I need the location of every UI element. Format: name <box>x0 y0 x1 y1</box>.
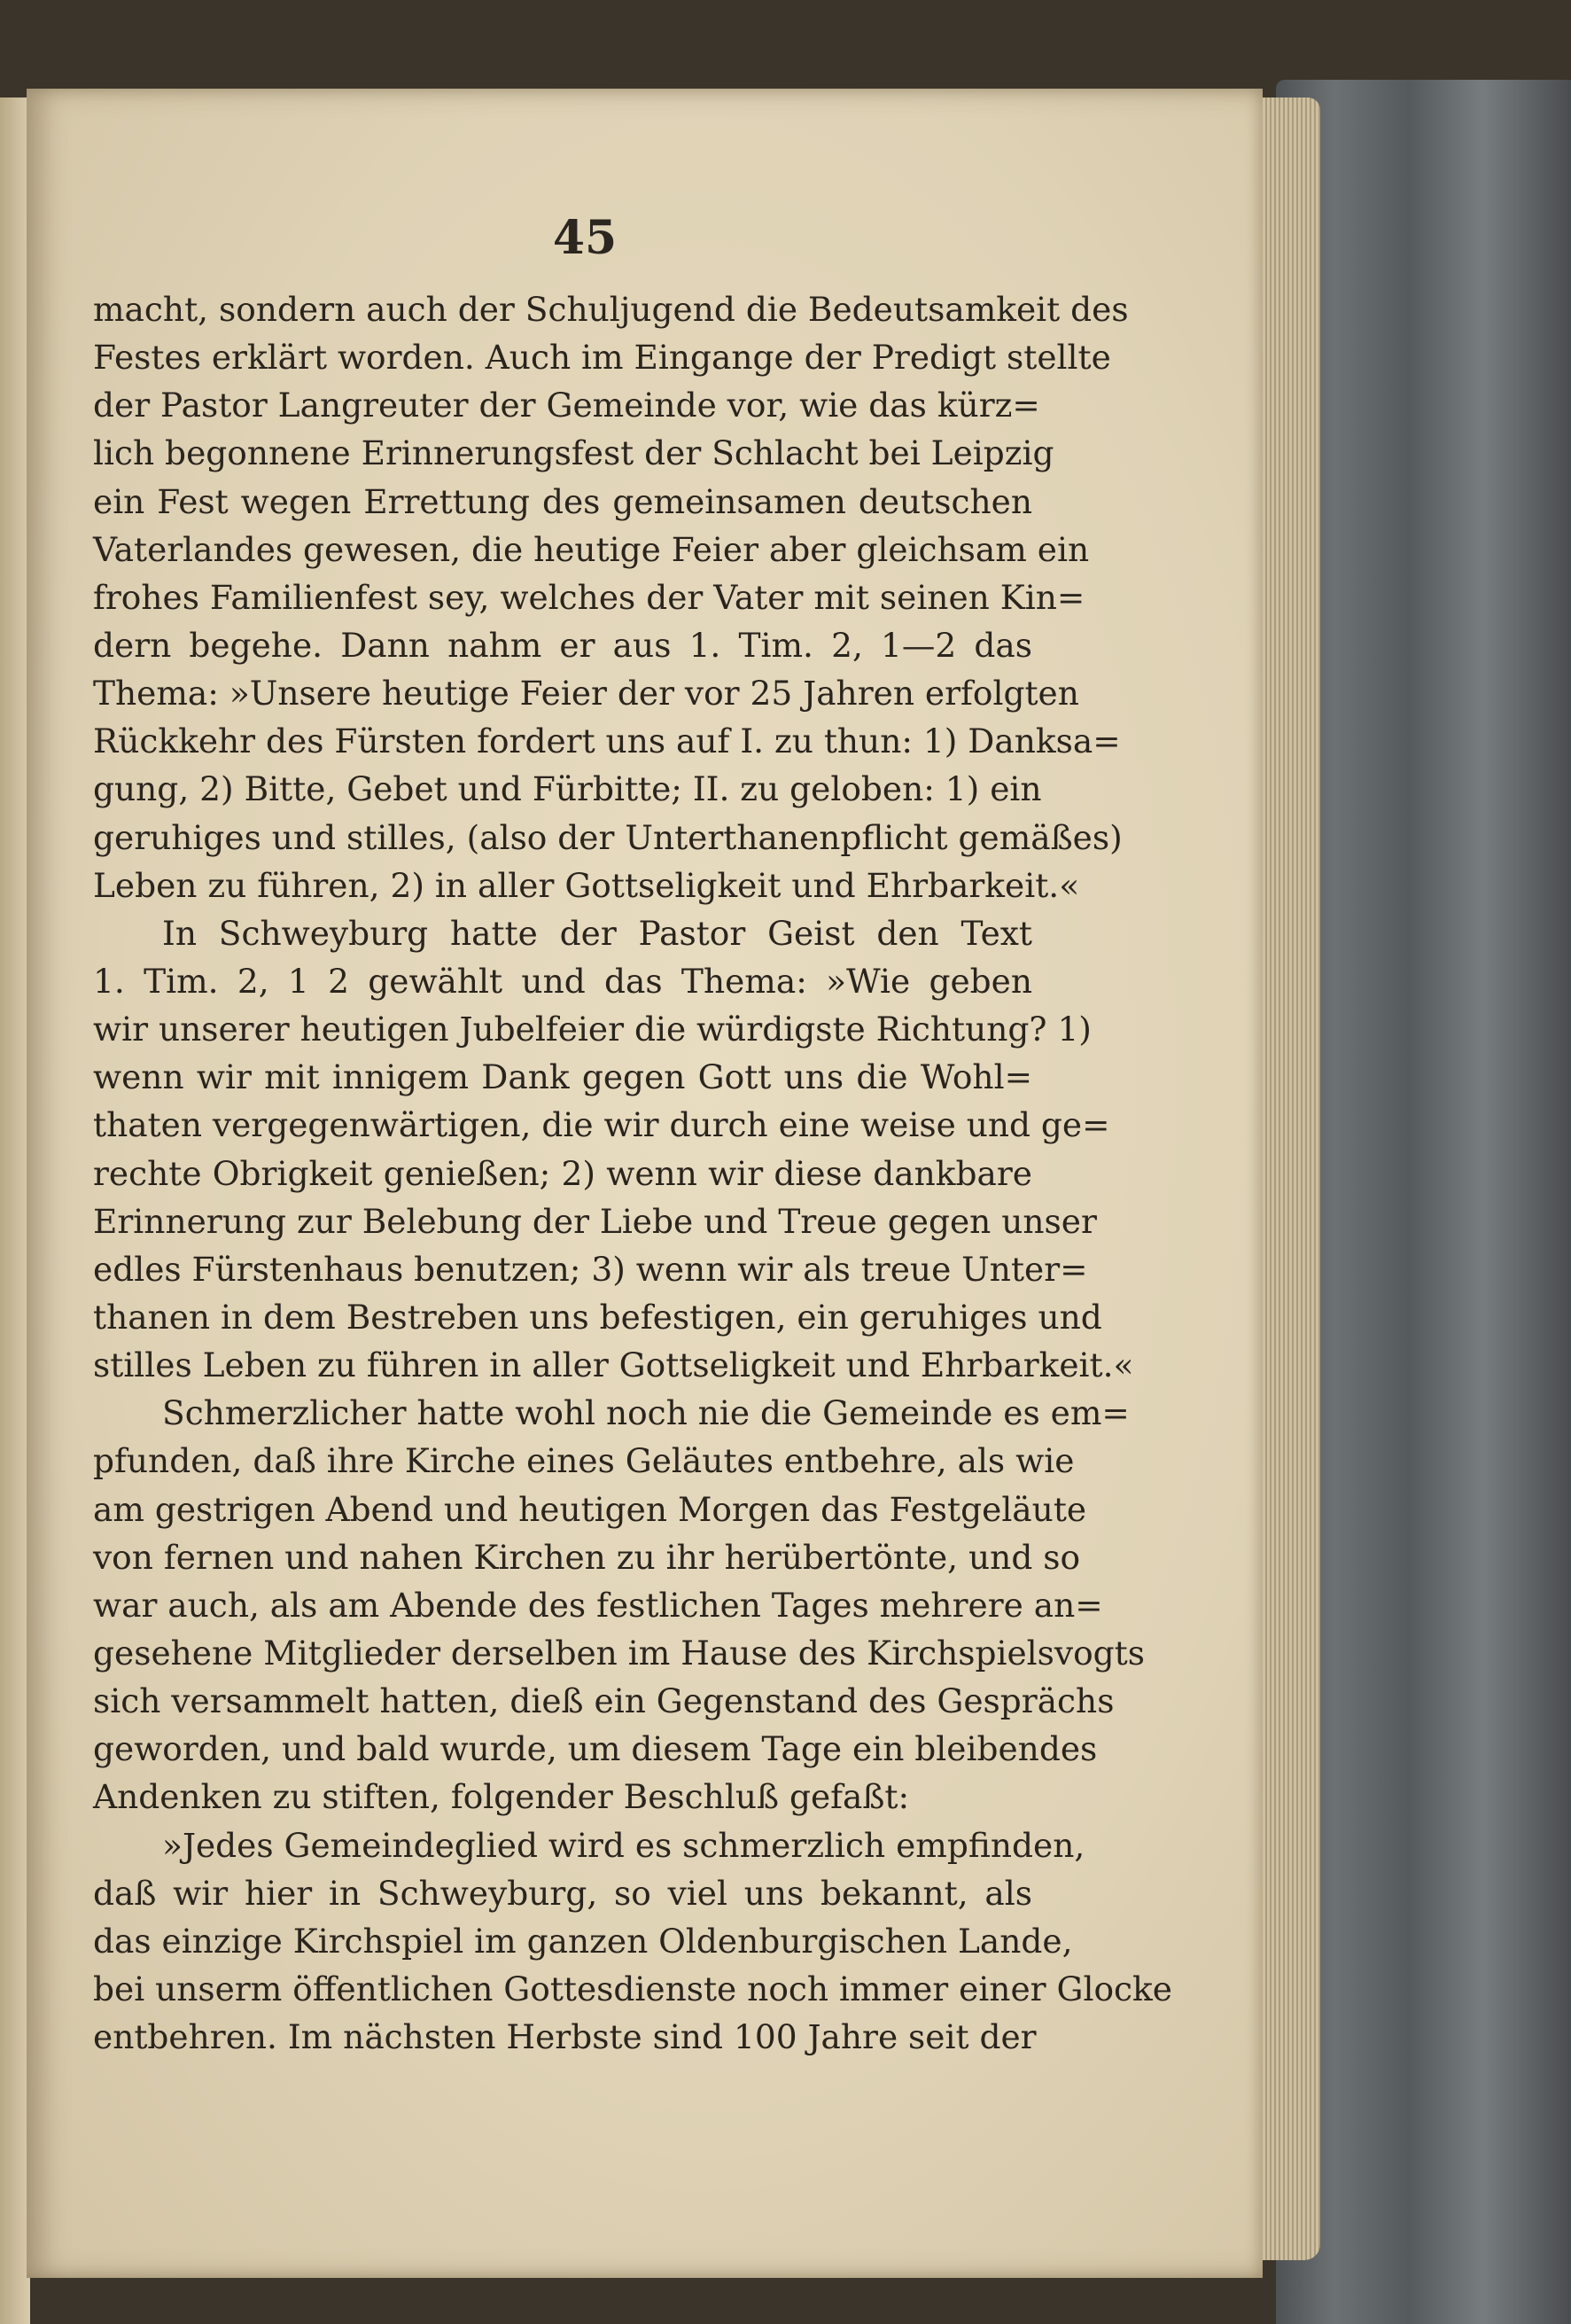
text-line: daß wir hier in Schweyburg, so viel uns bekannt, als <box>93 1873 1032 1913</box>
text-line: Schmerzlicher hatte wohl noch nie die Gemeinde es em= <box>162 1393 1130 1433</box>
text-line: geruhiges und stilles, (also der Unterthanenpflicht gemäßes) <box>93 817 1123 857</box>
text-line: Vaterlandes gewesen, die heutige Feier aber gleichsam ein <box>93 529 1090 569</box>
text-line: geworden, und bald wurde, um diesem Tage ein bleibendes <box>93 1729 1098 1769</box>
text-line: Thema: »Unsere heutige Feier der vor 25 Jahren erfolgten <box>93 674 1079 714</box>
text-line: der Pastor Langreuter der Gemeinde vor, wie das kürz= <box>93 386 1040 425</box>
text-line: war auch, als am Abende des festlichen Tages mehrere an= <box>93 1585 1103 1625</box>
book-page <box>27 89 1263 2278</box>
text-line: »Jedes Gemeindeglied wird es schmerzlich empfinden, <box>162 1825 1085 1865</box>
text-line: am gestrigen Abend und heutigen Morgen das Festgeläute <box>93 1489 1087 1529</box>
text-line: stilles Leben zu führen in aller Gottseligkeit und Ehrbarkeit.« <box>93 1345 1134 1385</box>
body-text <box>93 285 1172 2061</box>
page-number: 45 <box>552 211 618 265</box>
text-line: thanen in dem Bestreben uns befestigen, ein geruhiges und <box>93 1297 1102 1337</box>
text-line: Andenken zu stiften, folgender Beschluß gefaßt: <box>93 1777 910 1817</box>
text-line: In Schweyburg hatte der Pastor Geist den Text <box>162 913 1032 953</box>
text-line: rechte Obrigkeit genießen; 2) wenn wir diese dankbare <box>93 1153 1032 1193</box>
text-line: bei unserm öffentlichen Gottesdienste noch immer einer Glocke <box>93 1969 1172 2008</box>
text-line: gung, 2) Bitte, Gebet und Fürbitte; II. zu geloben: 1) ein <box>93 769 1042 809</box>
text-line: ein Fest wegen Errettung des gemeinsamen deutschen <box>93 481 1032 521</box>
text-line: von fernen und nahen Kirchen zu ihr herübertönte, und so <box>93 1537 1081 1577</box>
text-line: wenn wir mit innigem Dank gegen Gott uns die Wohl= <box>93 1057 1032 1097</box>
text-line: wir unserer heutigen Jubelfeier die würdigste Richtung? 1) <box>93 1010 1092 1049</box>
text-line: gesehene Mitglieder derselben im Hause des Kirchspielsvogts <box>93 1633 1145 1673</box>
text-line: Rückkehr des Fürsten fordert uns auf I. zu thun: 1) Danksa= <box>93 721 1121 761</box>
text-line: entbehren. Im nächsten Herbste sind 100 Jahre seit der <box>93 2017 1037 2057</box>
text-line: Festes erklärt worden. Auch im Eingange der Predigt stellte <box>93 338 1111 378</box>
previous-page-edge <box>0 97 30 2324</box>
text-line: pfunden, daß ihre Kirche eines Geläutes entbehre, als wie <box>93 1441 1075 1481</box>
text-line: 1. Tim. 2, 1 2 gewählt und das Thema: »Wie geben <box>93 961 1032 1001</box>
text-line: Erinnerung zur Belebung der Liebe und Treue gegen unser <box>93 1201 1097 1241</box>
text-line: Leben zu führen, 2) in aller Gottseligkeit und Ehrbarkeit.« <box>93 865 1080 905</box>
text-line: lich begonnene Erinnerungsfest der Schlacht bei Leipzig <box>93 433 1054 473</box>
text-line: frohes Familienfest sey, welches der Vater mit seinen Kin= <box>93 577 1085 617</box>
text-line: thaten vergegenwärtigen, die wir durch eine weise und ge= <box>93 1105 1110 1145</box>
text-line: edles Fürstenhaus benutzen; 3) wenn wir als treue Unter= <box>93 1249 1088 1289</box>
text-line: das einzige Kirchspiel im ganzen Oldenburgischen Lande, <box>93 1921 1073 1961</box>
text-line: dern begehe. Dann nahm er aus 1. Tim. 2, 1—2 das <box>93 625 1032 665</box>
text-line: macht, sondern auch der Schuljugend die Bedeutsamkeit des <box>93 290 1129 329</box>
text-line: sich versammelt hatten, dieß ein Gegenstand des Gesprächs <box>93 1681 1115 1721</box>
